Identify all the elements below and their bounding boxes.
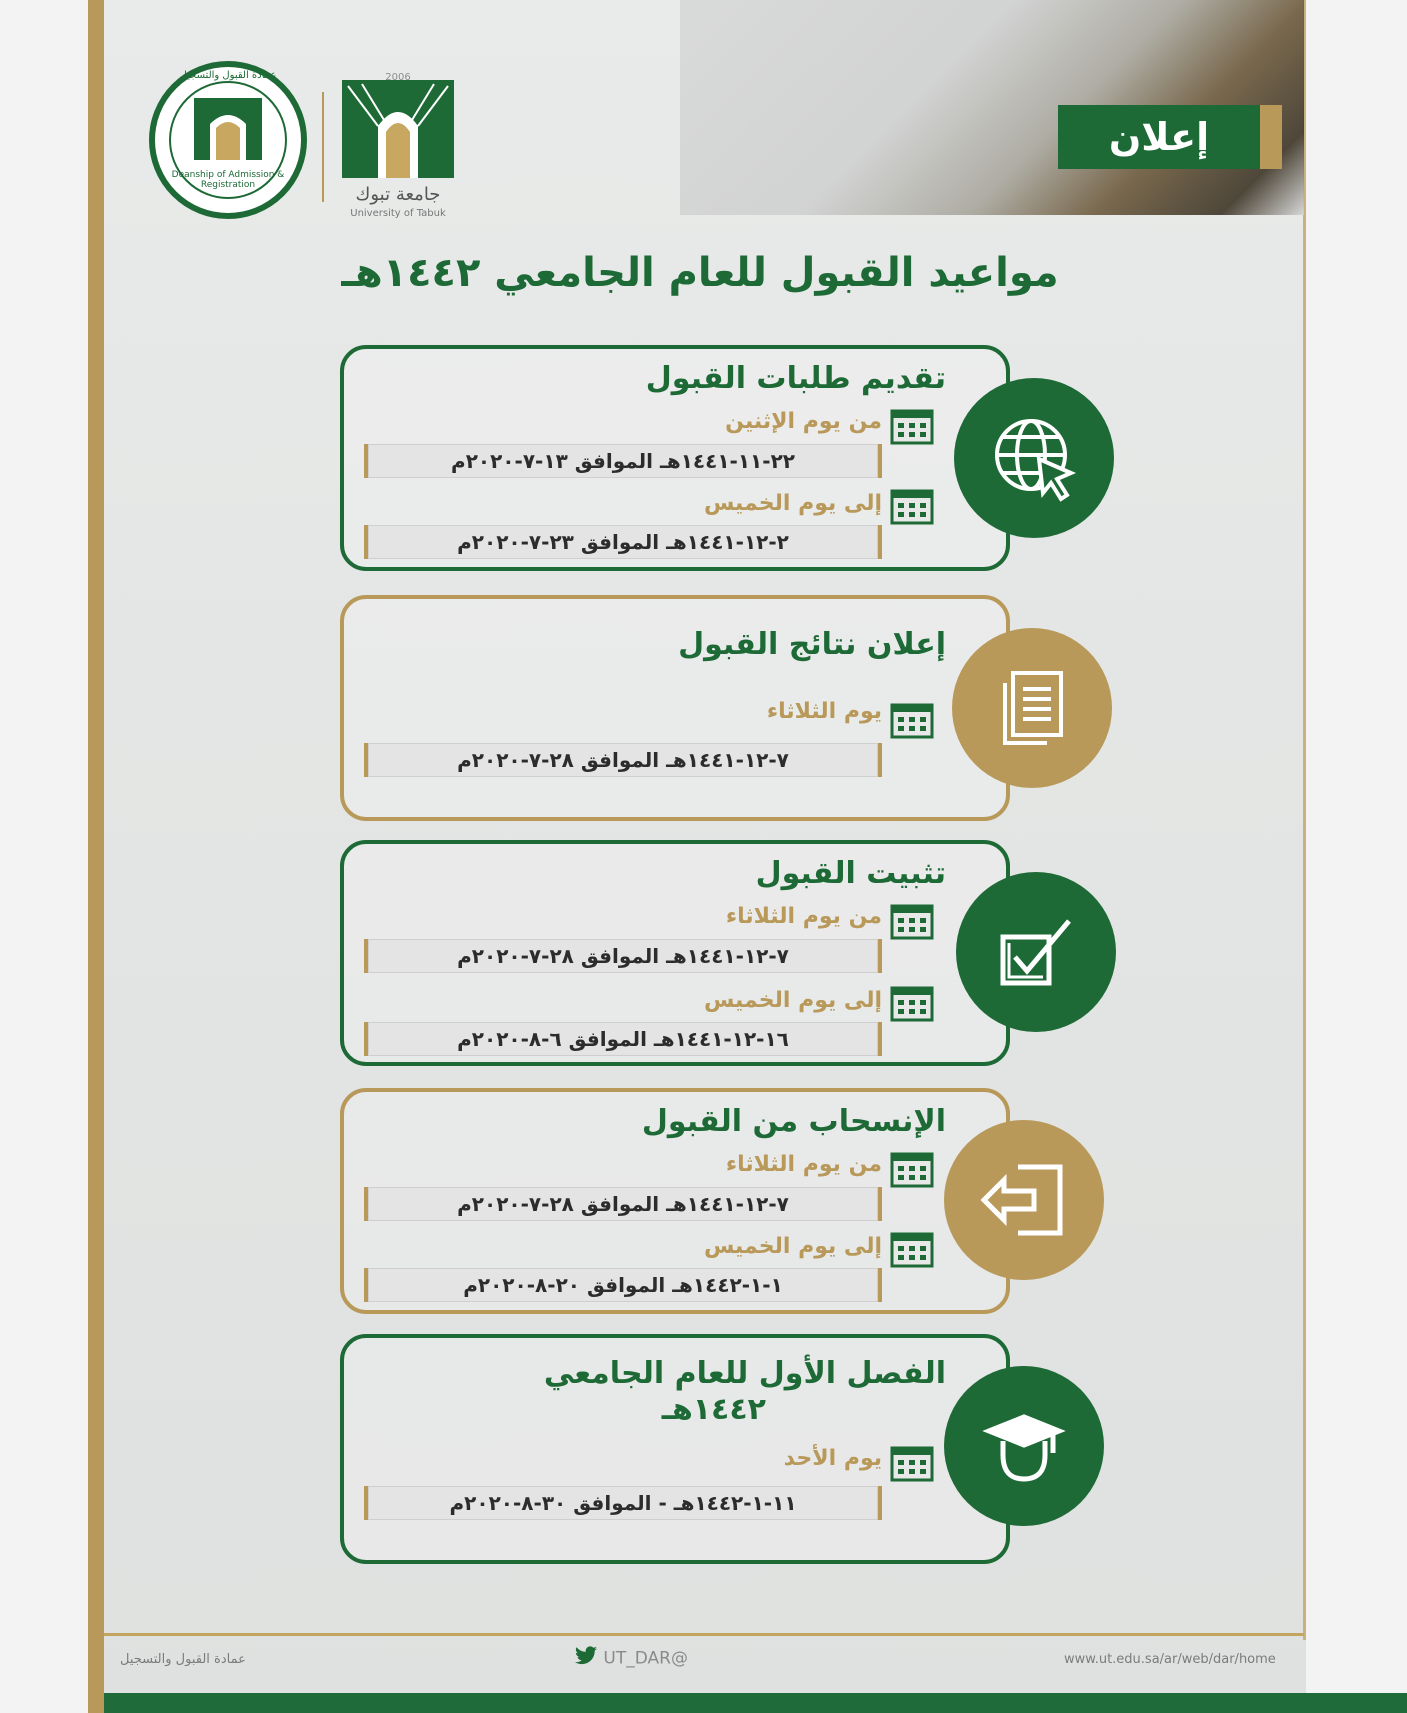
to-label: إلى يوم الخميس — [703, 1234, 882, 1259]
footer-website[interactable]: www.ut.edu.sa/ar/web/dar/home — [1064, 1652, 1276, 1667]
deanship-name-en: Deanship of Admission & Registration — [171, 170, 285, 190]
from-label: من يوم الثلاثاء — [725, 1152, 882, 1177]
founded-year: 2006 — [385, 72, 411, 83]
footer-twitter[interactable] — [574, 1646, 688, 1671]
twitter-icon — [574, 1646, 598, 1671]
twitter-handle: UT_DAR@ — [603, 1648, 688, 1669]
bottom-green-band — [104, 1693, 1407, 1713]
page-title: مواعيد القبول للعام الجامعي ١٤٤٢هـ — [341, 250, 1059, 296]
calendar-icon — [890, 1148, 934, 1188]
semester-date: ١١-١-١٤٤٢هـ - الموافق ٣٠-٨-٢٠٢٠م — [364, 1486, 882, 1520]
university-name-ar: جامعة تبوك — [355, 184, 441, 205]
from-label: من يوم الإثنين — [725, 409, 882, 434]
to-date: ١٦-١٢-١٤٤١هـ الموافق ٦-٨-٢٠٢٠م — [364, 1022, 882, 1056]
calendar-icon — [890, 699, 934, 739]
left-gold-border — [88, 0, 104, 1713]
section-confirmation — [340, 840, 1010, 1066]
footer-deanship: عمادة القبول والتسجيل — [120, 1652, 246, 1667]
calendar-icon — [890, 405, 934, 445]
announcement-badge — [1058, 105, 1282, 169]
to-label: إلى يوم الخميس — [703, 988, 882, 1013]
section-title: إعلان نتائج القبول — [678, 627, 946, 662]
result-date: ٧-١٢-١٤٤١هـ الموافق ٢٨-٧-٢٠٢٠م — [364, 743, 882, 777]
calendar-icon — [890, 900, 934, 940]
calendar-icon — [890, 982, 934, 1022]
graduate-cap-icon — [944, 1366, 1104, 1526]
section-results — [340, 595, 1010, 821]
globe-cursor-icon — [954, 378, 1114, 538]
logo-divider — [322, 92, 324, 202]
checkbox-icon — [956, 872, 1116, 1032]
exit-arrow-icon — [944, 1120, 1104, 1280]
university-logo — [338, 72, 458, 232]
document-icon — [952, 628, 1112, 788]
calendar-icon — [890, 1442, 934, 1482]
deanship-logo — [148, 60, 308, 220]
to-date: ٢-١٢-١٤٤١هـ الموافق ٢٣-٧-٢٠٢٠م — [364, 525, 882, 559]
from-date: ٢٢-١١-١٤٤١هـ الموافق ١٣-٧-٢٠٢٠م — [364, 444, 882, 478]
from-label: من يوم الثلاثاء — [725, 904, 882, 929]
day-label: يوم الثلاثاء — [766, 699, 882, 724]
section-title: تقديم طلبات القبول — [645, 361, 946, 396]
right-border — [1303, 0, 1306, 1640]
section-title: الإنسحاب من القبول — [641, 1104, 946, 1139]
calendar-icon — [890, 1228, 934, 1268]
day-label: يوم الأحد — [783, 1446, 882, 1471]
to-label: إلى يوم الخميس — [703, 491, 882, 516]
section-withdrawal — [340, 1088, 1010, 1314]
section-first-semester — [340, 1334, 1010, 1564]
section-title-year: ١٤٤٢هـ — [661, 1392, 766, 1427]
to-date: ١-١-١٤٤٢هـ الموافق ٢٠-٨-٢٠٢٠م — [364, 1268, 882, 1302]
from-date: ٧-١٢-١٤٤١هـ الموافق ٢٨-٧-٢٠٢٠م — [364, 939, 882, 973]
section-application — [340, 345, 1010, 571]
university-name-en: University of Tabuk — [350, 208, 446, 219]
calendar-icon — [890, 485, 934, 525]
from-date: ٧-١٢-١٤٤١هـ الموافق ٢٨-٧-٢٠٢٠م — [364, 1187, 882, 1221]
footer-divider — [104, 1633, 1304, 1636]
announcement-label: إعلان — [1108, 115, 1210, 159]
section-title: الفصل الأول للعام الجامعي — [543, 1356, 946, 1391]
deanship-name-ar: عمادة القبول والتسجيل — [179, 70, 277, 81]
section-title: تثبيت القبول — [755, 856, 946, 891]
